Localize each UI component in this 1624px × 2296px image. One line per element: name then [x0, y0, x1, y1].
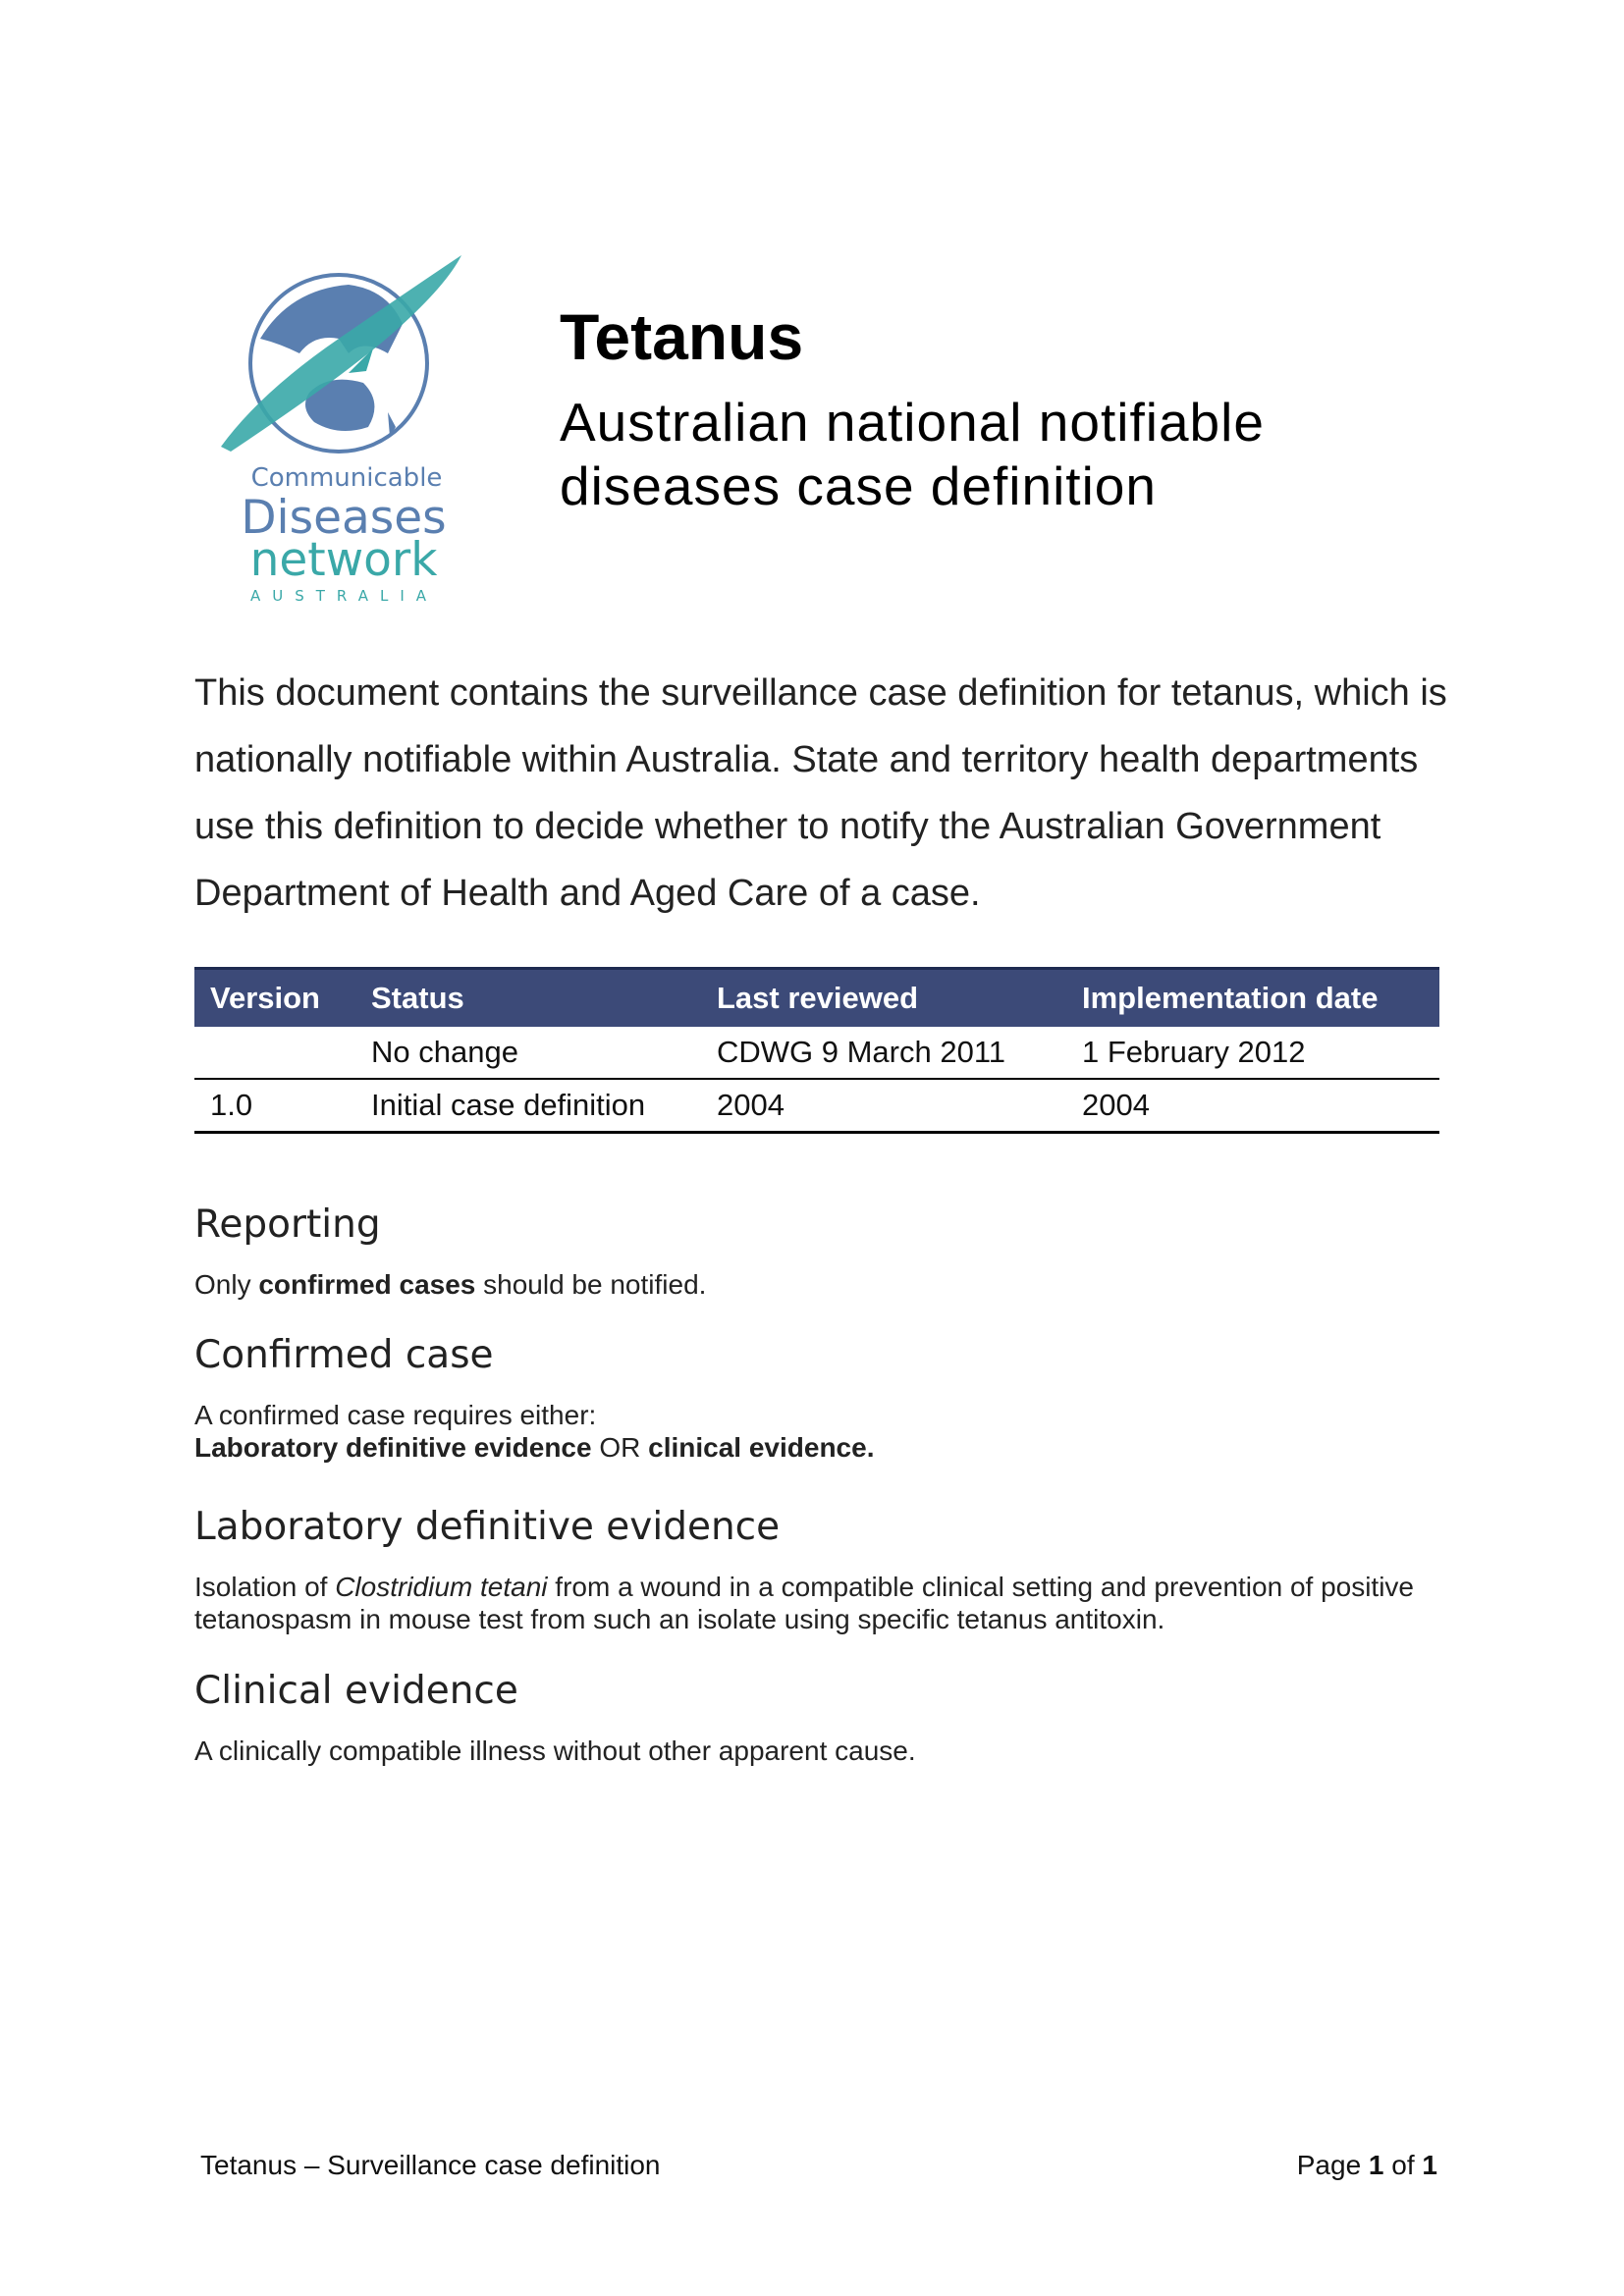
- confirmed-or: OR: [591, 1432, 649, 1463]
- confirmed-bold-lab: Laboratory definitive evidence: [194, 1432, 592, 1463]
- lab-text-organism: Clostridium tetani: [335, 1572, 548, 1602]
- reporting-text-bold: confirmed cases: [258, 1269, 476, 1300]
- page-total: 1: [1422, 2150, 1437, 2180]
- intro-paragraph: This document contains the surveillance case definition for tetanus, which is nationally notifiable within Australia. State and territory health departments use this definition to decide whether to notify the Australian Government Department of Health and Aged Care of a case.: [194, 672, 1447, 914]
- col-header-status: Status: [355, 969, 701, 1028]
- cell-last-reviewed: CDWG 9 March 2011: [701, 1027, 1066, 1079]
- reporting-text: [194, 1268, 1451, 1301]
- cell-implementation-date: 2004: [1066, 1079, 1439, 1133]
- cell-version: [194, 1027, 355, 1079]
- page-subtitle: [560, 391, 1443, 518]
- footer-page-number: [1297, 2150, 1437, 2181]
- logo-text-australia: AUSTRALIA: [250, 587, 439, 605]
- clinical-evidence-text: A clinically compatible illness without other apparent cause.: [194, 1735, 916, 1766]
- cell-last-reviewed: 2004: [701, 1079, 1066, 1133]
- confirmed-case-line2: [194, 1431, 1451, 1464]
- clinical-evidence-heading: Clinical evidence: [194, 1669, 518, 1713]
- lab-evidence-heading: Laboratory definitive evidence: [194, 1505, 781, 1549]
- table-row: [194, 1079, 1439, 1133]
- subtitle-line-1: Australian national notifiable: [560, 392, 1265, 453]
- version-table: [194, 967, 1439, 1134]
- col-header-last-reviewed: Last reviewed: [701, 969, 1066, 1028]
- lab-text-start: Isolation of: [194, 1572, 336, 1602]
- cell-status: Initial case definition: [355, 1079, 701, 1133]
- col-header-implementation-date: Implementation date: [1066, 969, 1439, 1028]
- col-header-version: Version: [194, 969, 355, 1028]
- reporting-heading: Reporting: [194, 1202, 381, 1247]
- cell-status: No change: [355, 1027, 701, 1079]
- cell-implementation-date: 1 February 2012: [1066, 1027, 1439, 1079]
- page-prefix: Page: [1296, 2150, 1369, 2180]
- globe-logo-icon: [201, 245, 486, 471]
- reporting-text-end: should be notified.: [475, 1269, 707, 1300]
- subtitle-line-2: diseases case definition: [560, 455, 1157, 516]
- logo-text-network: network: [249, 533, 438, 587]
- page-current: 1: [1368, 2150, 1384, 2180]
- page-title: Tetanus: [560, 300, 804, 373]
- reporting-text-start: Only: [194, 1269, 259, 1300]
- lab-text-end: from a wound in a compatible clinical setting and prevention of positive tetanospasm in mouse test from such an isolate using specific tetanus antitoxin.: [194, 1572, 1415, 1634]
- lab-evidence-text: [194, 1571, 1451, 1635]
- page-of: of: [1383, 2150, 1423, 2180]
- confirmed-case-text: [194, 1399, 1451, 1464]
- cell-version: 1.0: [194, 1079, 355, 1133]
- logo-text-communicable: Communicable: [250, 463, 443, 493]
- logo-text-diseases: Diseases: [241, 491, 447, 545]
- confirmed-bold-clinical: clinical evidence.: [648, 1432, 875, 1463]
- cdna-logo: [201, 245, 486, 609]
- confirmed-case-line1: A confirmed case requires either:: [194, 1400, 597, 1430]
- table-row: [194, 1027, 1439, 1079]
- confirmed-case-heading: Confirmed case: [194, 1333, 494, 1377]
- footer-doc-title: Tetanus – Surveillance case definition: [200, 2150, 661, 2180]
- table-header-row: [194, 969, 1439, 1028]
